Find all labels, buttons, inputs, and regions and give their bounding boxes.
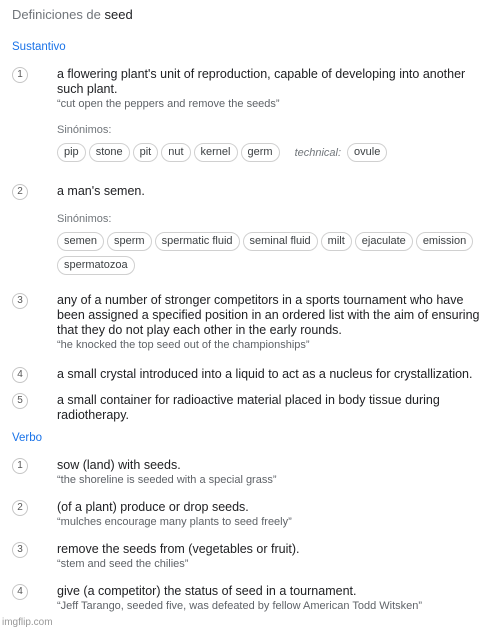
definition-number: 2	[12, 500, 28, 516]
header-word: seed	[104, 7, 133, 22]
definition-text: a small container for radioactive material placed in body tissue during radiotherapy.	[57, 393, 440, 422]
definition-text: (of a plant) produce or drop seeds.	[57, 500, 249, 514]
noun-definition-2	[12, 184, 494, 275]
synonym-chip[interactable]: semen	[57, 232, 104, 251]
synonym-chip[interactable]: milt	[321, 232, 352, 251]
definition-number: 1	[12, 67, 28, 83]
verb-definition-3	[12, 542, 494, 570]
definition-example: “Jeff Tarango, seeded five, was defeated by fellow American Todd Witsken”	[57, 600, 423, 612]
definition-example: “stem and seed the chilies”	[57, 558, 189, 570]
synonym-chips	[57, 232, 494, 275]
panel-header	[12, 7, 133, 22]
synonyms-label: Sinónimos:	[57, 124, 112, 136]
synonym-chip[interactable]: seminal fluid	[243, 232, 318, 251]
synonym-chip[interactable]: germ	[241, 143, 280, 162]
definition-example: “he knocked the top seed out of the championships”	[57, 339, 310, 351]
definition-example: “cut open the peppers and remove the seeds”	[57, 98, 280, 110]
noun-definition-1	[12, 67, 494, 162]
pos-label-verb: Verbo	[12, 432, 43, 444]
definition-text: a man's semen.	[57, 184, 145, 198]
noun-definition-3	[12, 293, 494, 351]
definition-number: 5	[12, 393, 28, 409]
verb-definition-1	[12, 458, 494, 486]
definition-text: a small crystal introduced into a liquid to act as a nucleus for crystallization.	[57, 367, 473, 381]
definition-text: give (a competitor) the status of seed in a tournament.	[57, 584, 357, 598]
synonym-chip[interactable]: ejaculate	[355, 232, 413, 251]
definition-text: remove the seeds from (vegetables or fruit).	[57, 542, 300, 556]
synonym-chip[interactable]: stone	[89, 143, 130, 162]
synonym-chip[interactable]: pit	[133, 143, 159, 162]
definition-number: 3	[12, 293, 28, 309]
definition-number: 1	[12, 458, 28, 474]
synonym-chip[interactable]: pip	[57, 143, 86, 162]
definition-text: sow (land) with seeds.	[57, 458, 181, 472]
definition-text: any of a number of stronger competitors in a sports tournament who have been assigned a specified position in an ordered list with the aim of ensuring that they do not play each other in the early rounds.	[57, 293, 480, 337]
synonym-chip[interactable]: sperm	[107, 232, 152, 251]
definition-number: 4	[12, 584, 28, 600]
pos-label-noun: Sustantivo	[12, 41, 66, 53]
noun-definition-5	[12, 393, 494, 423]
definition-number: 2	[12, 184, 28, 200]
synonym-chips	[57, 143, 494, 162]
definition-text: a flowering plant's unit of reproduction, capable of developing into another such plant.	[57, 67, 466, 96]
definition-example: “the shoreline is seeded with a special grass”	[57, 474, 277, 486]
technical-label: technical:	[294, 146, 342, 159]
synonym-chip[interactable]: nut	[161, 143, 190, 162]
definition-number: 4	[12, 367, 28, 383]
noun-definition-4	[12, 367, 494, 382]
synonym-chip[interactable]: ovule	[347, 143, 387, 162]
verb-definition-4	[12, 584, 494, 612]
header-prefix: Definiciones de	[12, 7, 101, 22]
synonym-chip[interactable]: kernel	[194, 143, 238, 162]
synonyms-label: Sinónimos:	[57, 213, 112, 225]
synonym-chip[interactable]: spermatozoa	[57, 256, 135, 275]
definition-number: 3	[12, 542, 28, 558]
synonym-chip[interactable]: spermatic fluid	[155, 232, 240, 251]
watermark: imgflip.com	[2, 617, 53, 628]
synonym-chip[interactable]: emission	[416, 232, 473, 251]
definition-example: “mulches encourage many plants to seed freely”	[57, 516, 292, 528]
verb-definition-2	[12, 500, 494, 528]
